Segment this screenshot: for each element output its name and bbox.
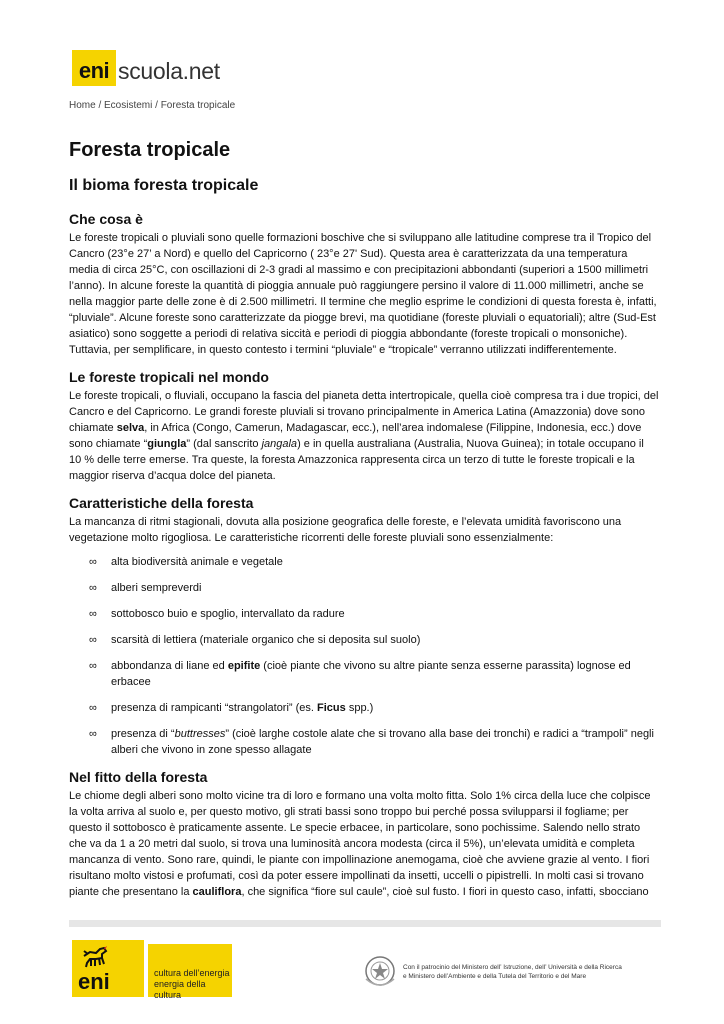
list-item-text: scarsità di lettiera (materiale organico che si deposita sul suolo) xyxy=(111,634,421,646)
eniscuola-logo[interactable] xyxy=(72,50,220,86)
text-run: ” (cioè larghe costole alate che si trovano alla base dei tronchi) e radici a “trampoli” negli alberi che vivono in zone spesso allagate xyxy=(111,728,654,756)
logo-scuola-net: scuola.net xyxy=(118,58,220,84)
six-legged-dog-icon xyxy=(82,946,108,968)
list-item xyxy=(69,700,659,716)
text-run: presenza di “ xyxy=(111,728,175,740)
text-run: , in Africa (Congo, Camerun, Madagascar, ecc.), nell’area indomalese (Filippine, Indonesia, ecc.) dove sono chiamate “ xyxy=(69,422,642,450)
tagline-line: energia della cultura xyxy=(154,979,206,1000)
text-run: , che significa “fiore sul caule”, cioè sul fusto. I fiori in questo caso, infatti, sbocciano xyxy=(241,886,649,898)
bullet-icon: ∞ xyxy=(89,634,97,646)
section-heading: Nel fitto della foresta xyxy=(69,769,208,785)
section-paragraph xyxy=(69,388,659,484)
list-item xyxy=(69,632,659,648)
list-item xyxy=(69,726,659,758)
italic-term: buttresses xyxy=(174,728,226,740)
logo-eni-mark: eni xyxy=(72,50,116,86)
text-run: (cioè piante che vivono su altre piante senza esserne parassita) lognose ed erbacee xyxy=(111,660,631,688)
bullet-icon: ∞ xyxy=(89,556,97,568)
list-item-text: alberi sempreverdi xyxy=(111,582,202,594)
page-title: Foresta tropicale xyxy=(69,139,231,161)
bullet-icon: ∞ xyxy=(89,660,97,672)
list-item xyxy=(69,580,659,596)
section-caratteristiche xyxy=(69,494,659,758)
tagline-line: cultura dell’energia xyxy=(154,968,230,978)
patronage-line: e Ministero dell’Ambiente e della Tutela del Territorio e del Mare xyxy=(403,973,587,980)
article-content xyxy=(69,138,659,900)
section-heading: Che cosa è xyxy=(69,211,143,227)
text-run: presenza di rampicanti “strangolatori” (es. xyxy=(111,702,318,714)
list-item xyxy=(69,606,659,622)
section-che-cosa xyxy=(69,210,659,358)
footer-eni-mark: eni xyxy=(78,969,110,994)
section-paragraph xyxy=(69,788,659,900)
breadcrumb: Home / Ecosistemi / Foresta tropicale xyxy=(69,100,236,111)
text-run: ” (dal sanscrito xyxy=(186,438,262,450)
list-item-text: alta biodiversità animale e vegetale xyxy=(111,556,283,568)
section-mondo xyxy=(69,368,659,484)
section-heading: Caratteristiche della foresta xyxy=(69,495,254,511)
list-item-text: sottobosco buio e spoglio, intervallato da radure xyxy=(111,608,345,620)
bold-term: epifite xyxy=(227,660,261,672)
bullet-icon: ∞ xyxy=(89,608,97,620)
patronage-line: Con il patrocinio del Ministero dell’ Istruzione, dell’ Università e della Ricerca xyxy=(403,964,622,971)
text-run: ) e in quella australiana (Australia, Nuova Guinea); in totale occupano il 10 % delle terre emerse. Tra queste, la foresta Amazzonica rappresenta circa un terzo di tutte le foreste tropicali e la maggior riserva d’acqua dolce del pianeta. xyxy=(69,438,644,482)
patronage-note xyxy=(403,963,703,981)
bold-term: Ficus xyxy=(317,702,346,714)
characteristics-list xyxy=(69,554,659,758)
bullet-icon: ∞ xyxy=(89,702,97,714)
bold-term: cauliflora xyxy=(192,886,242,898)
text-run: spp.) xyxy=(345,702,374,714)
footer-tagline xyxy=(148,944,232,1000)
list-item xyxy=(69,554,659,570)
italic-term: jangala xyxy=(261,438,298,450)
section-paragraph: La mancanza di ritmi stagionali, dovuta alla posizione geografica delle foreste, e l’elevata umidità favoriscono una vegetazione molto rigogliosa. Le caratteristiche ricorrenti delle foreste pluviali sono essenzialmente: xyxy=(69,516,622,544)
eni-footer-logo xyxy=(72,940,144,997)
bullet-icon: ∞ xyxy=(89,582,97,594)
section-fitto xyxy=(69,768,659,900)
bullet-icon: ∞ xyxy=(89,728,97,740)
text-run: abbondanza di liane ed xyxy=(111,660,228,672)
text-run: Le foreste tropicali, o fluviali, occupano la fascia del pianeta detta intertropicale, quella cioè compresa tra i due tropici, del Cancro e del Capricorno. Le grandi foreste pluviali si trovano principalmente in America Latina (Amazzonia) dove sono chiamate xyxy=(69,390,659,434)
italian-republic-emblem-icon xyxy=(363,953,397,989)
section-paragraph: Le foreste tropicali o pluviali sono quelle formazioni boschive che si sviluppano alle latitudine comprese tra il Tropico del Cancro (23°e 27’ a Nord) e quello del Capricorno ( 23°e 27' Sud). Questa area è caratterizzata da una temperatura media di circa 25°C, con oscillazioni di 2-3 gradi al massimo e con precipitazioni abbondanti (superiori a 1500 millimetri l’anno). In alcune foreste la quantità di pioggia annuale può raggiungere persino il valore di 11.000 millimetri, anche se nella maggior parte delle zone è di 2.500 millimetri. Il termine che meglio esprime le condizioni di questa foresta è, infatti, “pluviale”. Alcune foreste sono caratterizzate da piogge brevi, ma quotidiane (foreste pluviali o equatoriali); altre (Sud-Est asiatico) sono soggette a periodi di relativa siccità e periodi di pioggia abbondante (foreste tropicali o monsoniche). Tuttavia, per semplificare, in questo contesto i termini “pluviale” e “tropicale” verranno utilizzati indifferentemente. xyxy=(69,232,657,356)
page-subtitle: Il bioma foresta tropicale xyxy=(69,177,259,194)
text-run: Le chiome degli alberi sono molto vicine tra di loro e formano una volta molto fitta. Solo 1% circa della luce che colpisce la volta arriva al suolo e, per questo motivo, gli strati bassi sono troppo bui perché possa svilupparsi il fogliame; per questo il sottobosco è praticamente assente. Le specie erbacee, in particolare, sono pochissime. Salendo nello strato che va da 1 a 20 metri dal suolo, si trova una luminosità ancora modesta (circa il 5%), un’elevata umidità e completa mancanza di vento. Sono rare, quindi, le piante con impollinazione anemogama, cioè che avviene grazie al vento. I fiori risultano molto vistosi e profumati, così da poter essere impollinati da insetti, uccelli o pipistrelli. In molti casi si trovano piante che presentano la xyxy=(69,790,651,898)
bold-term: selva xyxy=(116,422,145,434)
section-heading: Le foreste tropicali nel mondo xyxy=(69,369,269,385)
bold-term: giungla xyxy=(147,438,187,450)
page-divider xyxy=(69,920,661,927)
list-item xyxy=(69,658,659,690)
